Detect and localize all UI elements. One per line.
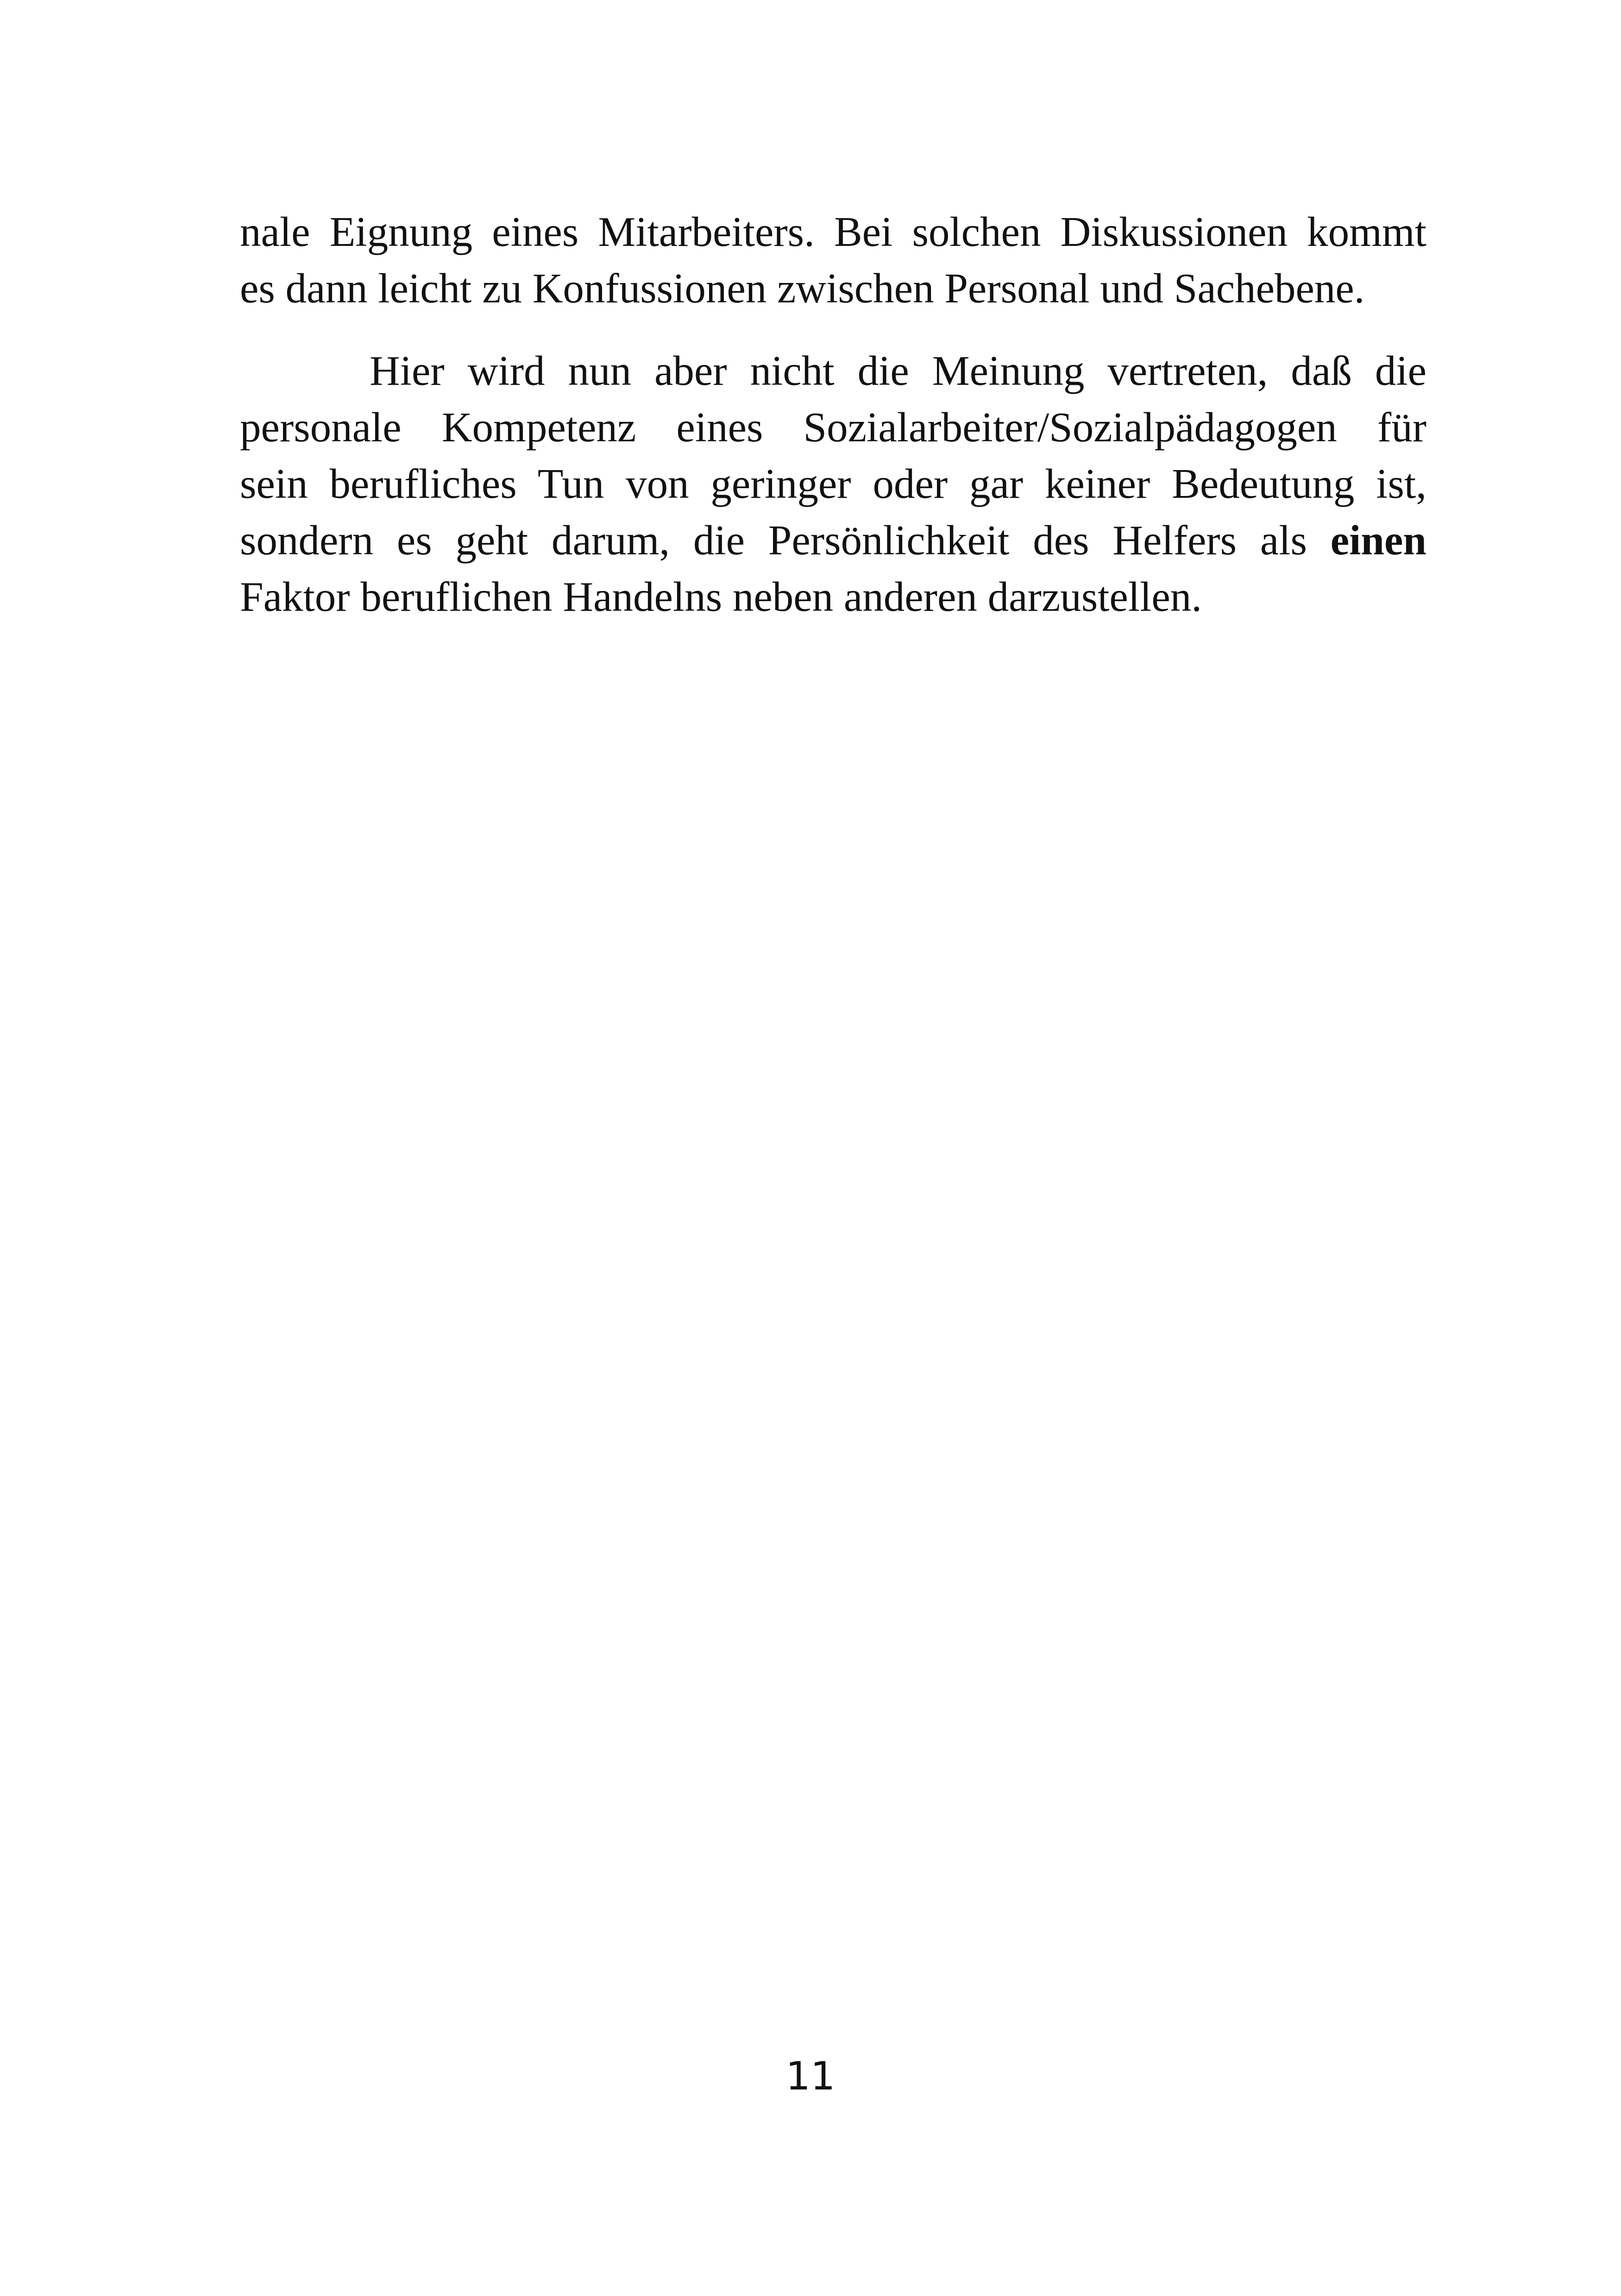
emphasized-word: einen: [1330, 517, 1426, 564]
text-line-indented: [240, 343, 1426, 399]
text-line: personale Kompetenz eines Sozialarbeiter/Sozialpädagogen für: [240, 404, 1426, 451]
text-line: nale Eignung eines Mitarbeiters. Bei solchen Diskussionen kommt: [240, 208, 1426, 255]
paragraph-spacer: [240, 317, 1426, 343]
text-line: es dann leicht zu Konfussionen zwischen Personal und Sachebene.: [240, 265, 1365, 312]
text-line: Faktor beruflichen Handelns neben anderen darzustellen.: [240, 573, 1202, 620]
body-text: [240, 204, 1426, 625]
paragraph-2: [240, 343, 1426, 625]
text-line-with-emphasis: [240, 512, 1426, 569]
text-line-content: Hier wird nun aber nicht die Meinung vertreten, daß die: [370, 347, 1426, 394]
page-number: 11: [785, 2053, 836, 2099]
text-line: sein berufliches Tun von geringer oder gar keiner Bedeutung ist,: [240, 460, 1426, 507]
paragraph-1: [240, 204, 1426, 317]
text-line-content: sondern es geht darum, die Persönlichkeit des Helfers als: [240, 517, 1307, 564]
